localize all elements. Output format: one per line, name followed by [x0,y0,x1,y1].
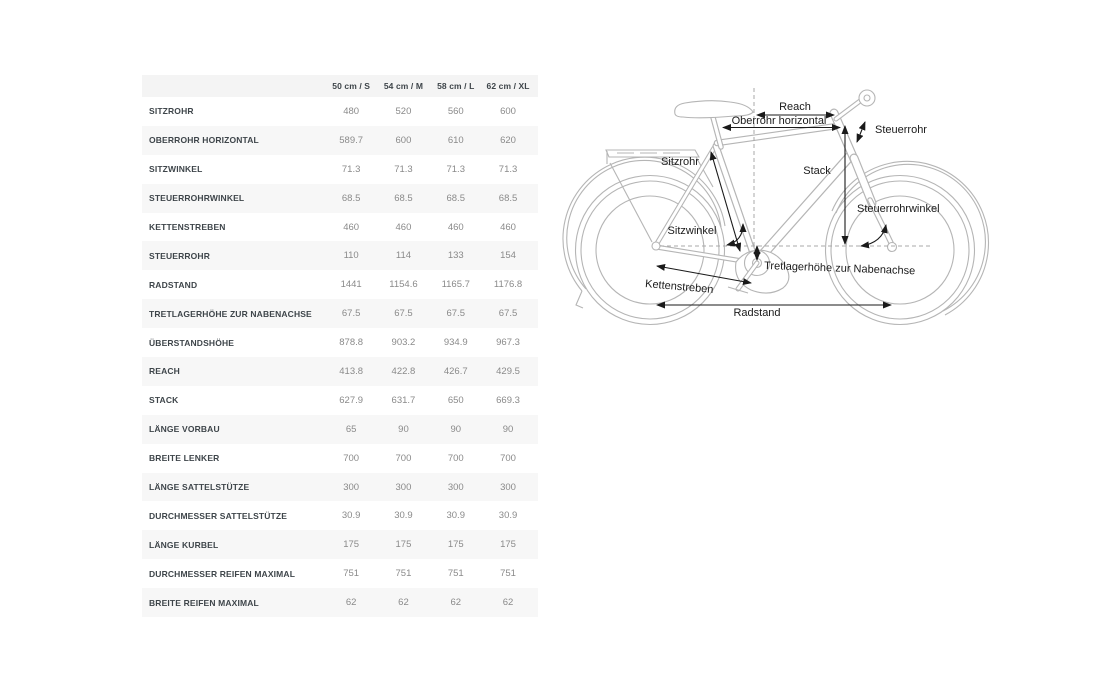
value-cell: 650 [447,394,464,406]
value-cell: 62 [345,597,357,609]
value-cell: 700 [395,452,412,464]
value-cell: 65 [345,423,357,435]
row-label: REACH [149,366,180,377]
steuerrohr-arrow [857,122,865,142]
value-cell: 422.8 [391,365,416,377]
row-label: LÄNGE KURBEL [149,539,219,550]
label-sitzwinkel: Sitzwinkel [667,225,717,237]
label-oberrohr-horizontal: Oberrohr horizontal [731,115,827,127]
value-cell: 1441 [340,279,362,291]
row-label: BREITE REIFEN MAXIMAL [149,597,259,608]
label-tretlagerhoehe: Tretlagerhöhe zur Nabenachse [763,260,916,278]
label-stack: Stack [803,165,831,177]
value-cell: 67.5 [394,308,413,320]
value-cell: 71.3 [498,163,518,175]
value-cell: 71.3 [394,163,413,175]
value-cell: 429.5 [496,365,520,377]
label-sitzrohr: Sitzrohr [661,156,699,168]
value-cell: 68.5 [394,192,413,204]
value-cell: 68.5 [341,192,361,204]
value-cell: 175 [395,539,412,551]
value-cell: 751 [395,568,412,580]
value-cell: 600 [395,134,412,146]
value-cell: 62 [398,597,409,609]
value-cell: 175 [500,539,516,551]
value-cell: 90 [450,423,462,435]
column-header-4: 62 cm / XL [486,81,530,91]
value-cell: 460 [500,221,516,233]
row-label: OBERROHR HORIZONTAL [149,135,259,146]
row-label: BREITE LENKER [149,453,220,464]
value-cell: 300 [500,481,516,493]
rear-wheel-icon [563,157,725,324]
row-label: LÄNGE SATTELSTÜTZE [149,482,250,493]
column-header-1: 50 cm / S [332,81,371,91]
value-cell: 300 [395,481,412,493]
value-cell: 110 [343,250,359,262]
label-reach: Reach [779,101,811,113]
value-cell: 300 [343,481,360,493]
row-label: SITZROHR [149,106,194,117]
row-label: RADSTAND [149,279,198,290]
column-header-3: 58 cm / L [437,81,475,91]
row-label: STACK [149,395,179,406]
value-cell: 560 [447,105,464,117]
value-cell: 30.9 [341,510,361,522]
value-cell: 1154.6 [389,279,418,291]
value-cell: 90 [502,423,514,435]
value-cell: 413.8 [339,365,364,377]
value-cell: 154 [500,250,516,262]
value-cell: 700 [500,452,516,464]
value-cell: 30.9 [446,510,465,522]
value-cell: 460 [343,221,360,233]
value-cell: 62 [450,597,462,609]
value-cell: 751 [500,568,516,580]
row-label: KETTENSTREBEN [149,222,226,232]
value-cell: 480 [343,105,360,117]
value-cell: 67.5 [498,308,518,320]
value-cell: 627.9 [339,394,364,406]
value-cell: 520 [395,105,412,117]
value-cell: 1165.7 [441,279,470,291]
value-cell: 67.5 [446,308,465,320]
value-cell: 175 [447,539,464,551]
value-cell: 30.9 [498,510,518,522]
row-label: SITZWINKEL [149,164,203,175]
handlebar-icon [836,90,875,119]
value-cell: 175 [343,539,360,551]
row-label: DURCHMESSER REIFEN MAXIMAL [149,568,296,579]
value-cell: 700 [343,452,360,464]
value-cell: 90 [398,423,409,435]
row-label: STEUERROHR [149,250,211,261]
label-kettenstreben: Kettenstreben [644,278,714,296]
row-label: DURCHMESSER SATTELSTÜTZE [149,510,288,521]
value-cell: 460 [447,221,464,233]
value-cell: 934.9 [443,337,468,349]
value-cell: 68.5 [498,192,518,204]
value-cell: 460 [395,221,412,233]
value-cell: 426.7 [443,365,468,377]
value-cell: 610 [447,134,464,146]
value-cell: 589.7 [339,134,364,146]
value-cell: 620 [500,134,516,146]
value-cell: 68.5 [446,192,465,204]
value-cell: 67.5 [341,308,361,320]
front-wheel-icon [826,161,989,324]
row-label: ÜBERSTANDSHÖHE [149,337,235,348]
value-cell: 71.3 [341,163,361,175]
value-cell: 700 [447,452,464,464]
value-cell: 751 [343,568,360,580]
value-cell: 967.3 [496,337,520,349]
value-cell: 71.3 [446,163,465,175]
row-label: TRETLAGERHÖHE ZUR NABENACHSE [149,308,312,319]
value-cell: 903.2 [391,337,416,349]
value-cell: 1176.8 [493,279,523,291]
row-label: STEUERROHRWINKEL [149,193,245,204]
value-cell: 30.9 [394,510,413,522]
label-steuerrohrwinkel: Steuerrohrwinkel [857,203,940,215]
value-cell: 300 [447,481,464,493]
column-header-2: 54 cm / M [383,81,424,91]
label-radstand: Radstand [733,307,781,319]
value-cell: 600 [500,105,516,117]
value-cell: 133 [447,250,464,262]
value-cell: 631.7 [391,394,416,406]
value-cell: 751 [447,568,464,580]
value-cell: 669.3 [496,394,520,406]
row-label: LÄNGE VORBAU [149,424,220,435]
label-steuerrohr: Steuerrohr [875,124,927,136]
value-cell: 878.8 [339,337,364,349]
value-cell: 114 [395,250,412,262]
value-cell: 62 [502,597,514,609]
